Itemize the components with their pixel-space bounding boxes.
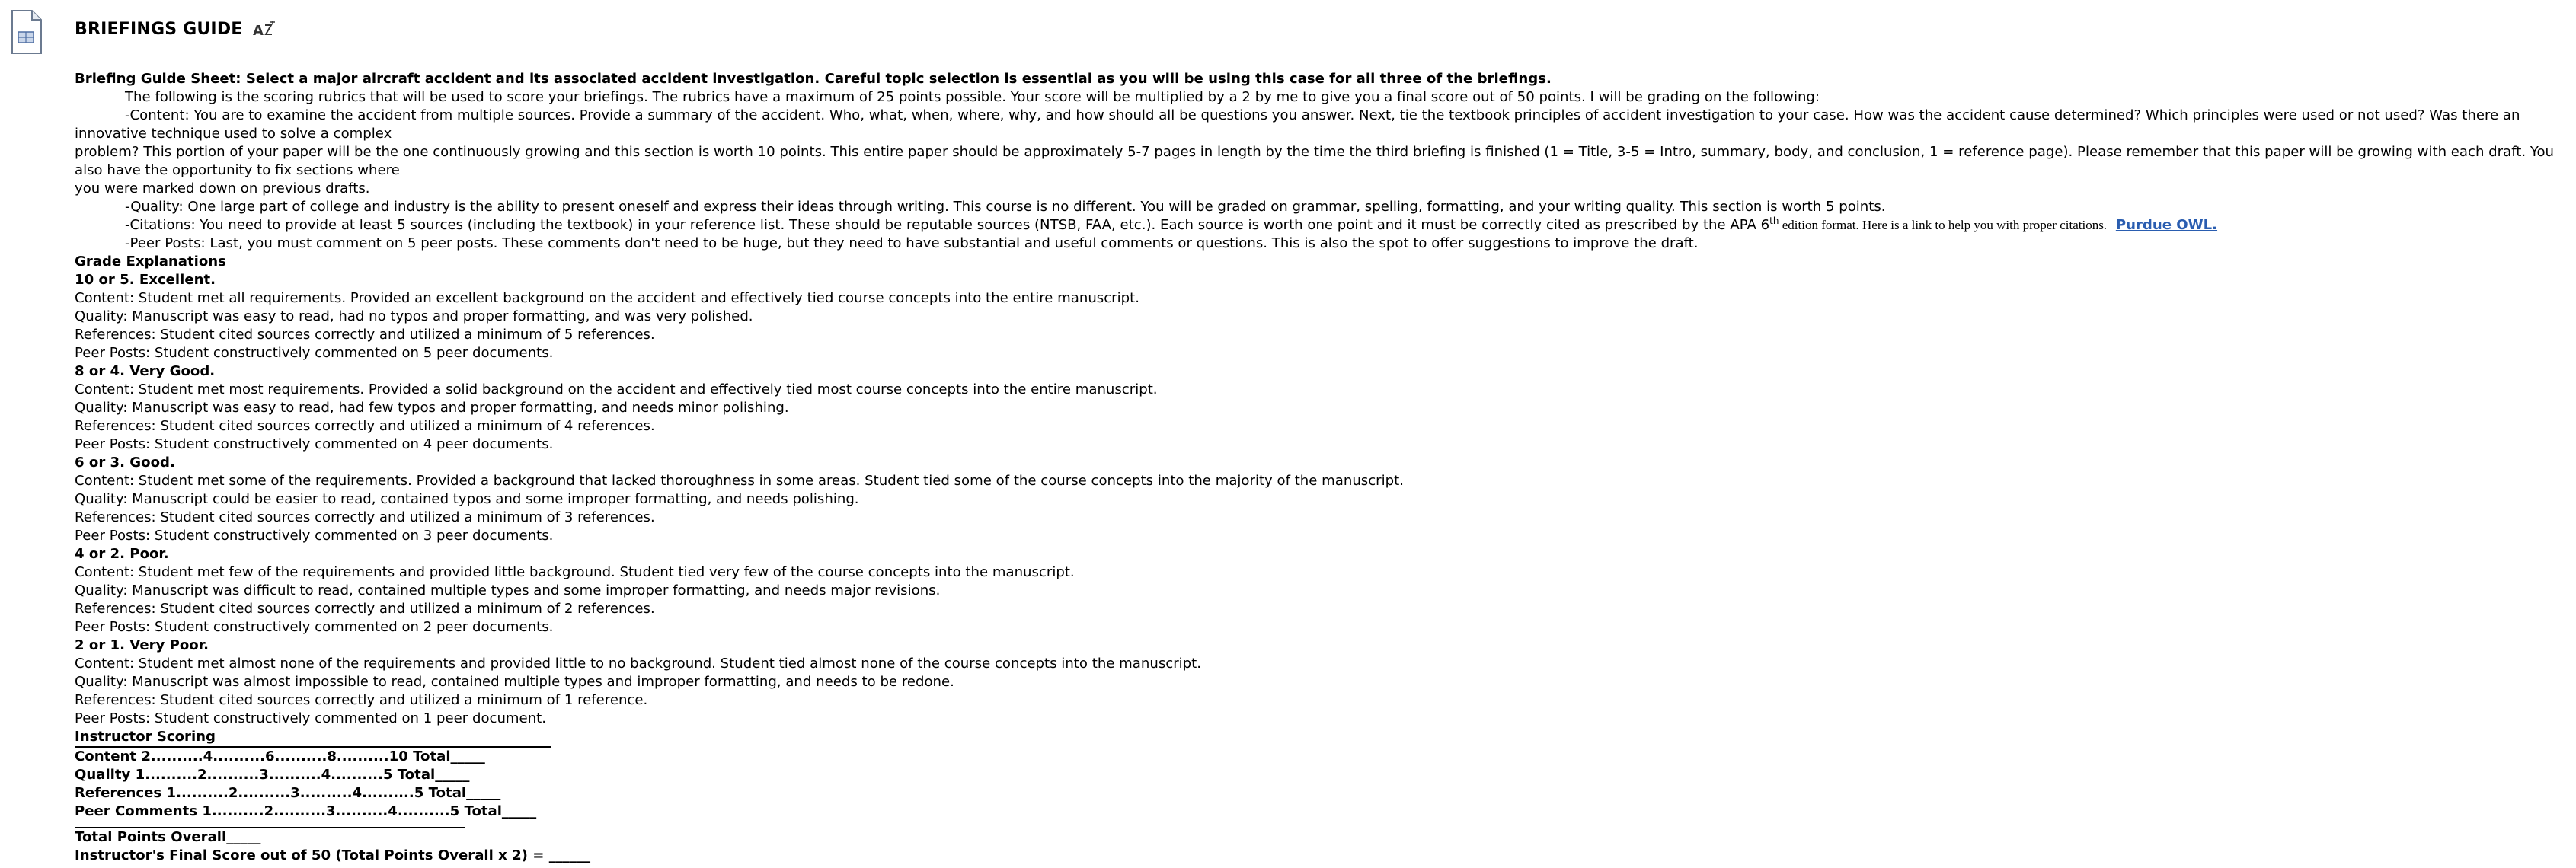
grade-level-title: 10 or 5. Excellent. (75, 272, 216, 288)
grade-peer-posts: Peer Posts: Student constructively commented on 1 peer document. (75, 710, 547, 726)
grade-level-very-good (75, 362, 2571, 454)
grade-references: References: Student cited sources correctly and utilized a minimum of 5 references. (75, 327, 655, 343)
citations-edition-text: edition format. Here is a link to help you with proper citations. (1779, 218, 2108, 232)
grade-quality: Quality: Manuscript was almost impossible to read, contained multiple types and improper formatting, and needs to be redone. (75, 674, 954, 690)
citations-text: -Citations: You need to provide at least 5 sources (including the textbook) in your reference list. These should be reputable sources (NTSB, FAA, etc.). Each source is worth one point and it must be correctly cited as prescribed by the APA 6 (125, 217, 1770, 233)
peer-posts-criterion: -Peer Posts: Last, you must comment on 5 peer posts. These comments don't need to be huge, but they need to have substantial and useful comments or questions. This is also the spot to offer suggestions to improve the draft. (125, 235, 1699, 251)
document-body (75, 70, 2571, 865)
grade-content: Content: Student met all requirements. Provided an excellent background on the accident and effectively tied course concepts into the entire manuscript. (75, 290, 1139, 306)
page-title (75, 20, 278, 39)
grade-content: Content: Student met almost none of the requirements and provided little to no background. Student tied almost none of the course concepts into the manuscript. (75, 656, 1201, 672)
grade-content: Content: Student met most requirements. Provided a solid background on the accident and effectively tied most course concepts into the entire manuscript. (75, 381, 1158, 397)
grade-content: Content: Student met few of the requirements and provided little background. Student tied very few of the course concepts into the manuscript. (75, 564, 1075, 580)
grade-references: References: Student cited sources correctly and utilized a minimum of 4 references. (75, 418, 655, 434)
text-size-icon[interactable] (252, 21, 278, 39)
citations-superscript: th (1769, 215, 1779, 226)
content-criterion-line3: you were marked down on previous drafts. (75, 180, 370, 196)
grade-references: References: Student cited sources correctly and utilized a minimum of 2 references. (75, 601, 655, 617)
grade-quality: Quality: Manuscript was easy to read, had few typos and proper formatting, and needs minor polishing. (75, 400, 789, 416)
final-score: Instructor's Final Score out of 50 (Total Points Overall x 2) = ______ (75, 847, 590, 863)
grade-quality: Quality: Manuscript was easy to read, had no typos and proper formatting, and was very polished. (75, 308, 753, 324)
grade-references: References: Student cited sources correctly and utilized a minimum of 1 reference. (75, 692, 648, 708)
page-title-text: BRIEFINGS GUIDE (75, 20, 243, 39)
grade-level-very-poor (75, 637, 2571, 728)
guide-heading: Briefing Guide Sheet: Select a major aircraft accident and its associated accident investigation. Careful topic selection is essential as you will be using this case for all three of the briefings. (75, 71, 1552, 87)
instructor-scoring-heading-text: Instructor Scoring (75, 729, 216, 745)
grade-level-title: 8 or 4. Very Good. (75, 363, 216, 379)
scoring-paragraph: The following is the scoring rubrics that will be used to score your briefings. The rubrics have a maximum of 25 points possible. Your score will be multiplied by a 2 by me to give you a final score out of 50 points. I will be grading on the following: (125, 89, 1820, 105)
grade-references: References: Student cited sources correctly and utilized a minimum of 3 references. (75, 509, 655, 525)
total-points-overall: Total Points Overall_____ (75, 829, 261, 845)
grade-peer-posts: Peer Posts: Student constructively commented on 4 peer documents. (75, 436, 554, 452)
content-criterion-line1: -Content: You are to examine the accident from multiple sources. Provide a summary of the accident. Who, what, when, where, why, and how should all be questions you answer. Next, tie the textbook principles of accident investigation to your case. How was the accident cause determined? Which principles were used or not used? Was there an innovative technique used to solve a complex (75, 107, 2520, 142)
grade-level-title: 2 or 1. Very Poor. (75, 637, 209, 653)
grade-peer-posts: Peer Posts: Student constructively commented on 2 peer documents. (75, 619, 554, 635)
grade-level-title: 4 or 2. Poor. (75, 546, 169, 562)
grade-quality: Quality: Manuscript could be easier to read, contained typos and some improper formatting, and needs polishing. (75, 491, 859, 507)
grade-level-excellent (75, 271, 2571, 362)
score-row-quality: Quality 1..........2..........3..........4..........5 Total_____ (75, 767, 470, 783)
document-icon (9, 9, 44, 56)
grade-quality: Quality: Manuscript was difficult to read, contained multiple types and some improper formatting, and needs major revisions. (75, 582, 941, 598)
citations-criterion (75, 216, 2571, 235)
grade-level-title: 6 or 3. Good. (75, 455, 175, 471)
grade-level-good (75, 454, 2571, 545)
score-row-references: References 1..........2..........3..........4..........5 Total_____ (75, 785, 501, 801)
instructor-scoring-heading (75, 728, 551, 748)
grade-peer-posts: Peer Posts: Student constructively commented on 3 peer documents. (75, 528, 554, 544)
grade-content: Content: Student met some of the requirements. Provided a background that lacked thoroughness in some areas. Student tied some of the course concepts into the majority of the manuscript. (75, 473, 1404, 489)
svg-text:A: A (252, 22, 264, 39)
grade-peer-posts: Peer Posts: Student constructively commented on 5 peer documents. (75, 345, 554, 361)
score-row-content: Content 2..........4..........6..........8..........10 Total_____ (75, 748, 485, 764)
quality-criterion: -Quality: One large part of college and industry is the ability to present oneself and express their ideas through writing. This course is no different. You will be graded on grammar, spelling, formatting, and your writing quality. This section is worth 5 points. (125, 199, 1886, 215)
purdue-owl-link[interactable]: Purdue OWL. (2115, 217, 2218, 233)
score-row-peer-comments: Peer Comments 1..........2..........3..........4..........5 Total_____ (75, 803, 537, 819)
content-criterion-line2: problem? This portion of your paper will be the one continuously growing and this section is worth 10 points. This entire paper should be approximately 5-7 pages in length by the time the third briefing is finished (1 = Title, 3-5 = Intro, summary, body, and conclusion, 1 = reference page). Please remember that this paper will be growing with each draft. You also have the opportunity to fix sections where (75, 144, 2555, 178)
grade-level-poor (75, 545, 2571, 637)
grade-explanations-heading: Grade Explanations (75, 254, 226, 270)
